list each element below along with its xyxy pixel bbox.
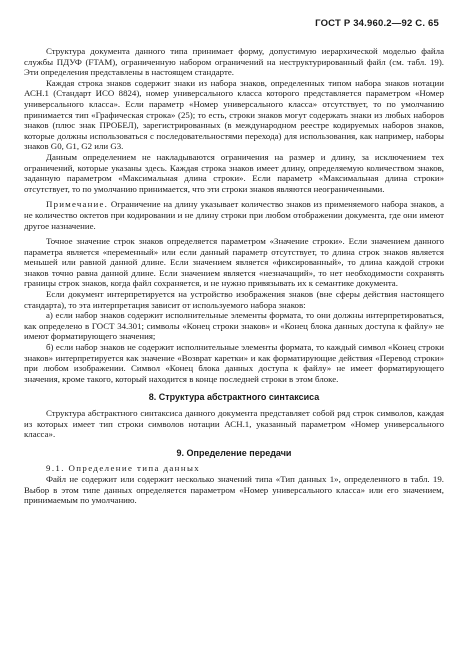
paragraph: Точное значение строк знаков определяется параметром «Значение строки». Если значением данного параметра является «переменный» или если данный параметр отсутствует, то длина строк знаков является меньшей или равной данной длине. Если значением является «фиксированный», то длина каждой строки знаков точно равна данной длине. Если значением является «незначащий», то нет необходимости сохранять границы строк знаков, когда файл сохраняется, и не нужно привязывать их к семантике документа. [24, 236, 444, 289]
paragraph: б) если набор знаков не содержит исполнительные элементы формата, то каждый символ «Конец строки знаков» интерпретируется как значение «Возврат каретки» и как форматирующие действия «Перевод строки» при любом изображении. Символ «Конец блока данных доступа к файлу» не имеет форматирующего значения, кроме такого, который находится в конце последней строки в этом блоке. [24, 342, 444, 384]
section-title: 9. Определение передачи [176, 447, 292, 458]
note [24, 199, 444, 231]
paragraph: а) если набор знаков содержит исполнительные элементы формата, то они должны интерпретироваться, как определено в ГОСТ 34.301; символы «Конец строки знаков» и «Конец блока данных доступа к файлу» не имеют форматирующего значения; [24, 310, 444, 342]
note-text: Ограничение на длину указывает количество знаков из применяемого набора знаков, а не количество октетов при кодировании и не длину строки при любом отображении документа, где они имеют другое назначение. [24, 199, 445, 231]
page-header: ГОСТ Р 34.960.2—92 С. 65 [315, 18, 439, 29]
paragraph: Каждая строка знаков содержит знаки из набора знаков, определенных типом набора знаков нотации АСН.1 (Стандарт ИСО 8824), номер универсального класса которого представляется параметром «Номер универсального класса». Если параметр «Номер универсального класса» отсутствует, то по умолчанию принимается тип «Графическая строка» (25); то есть, строки знаков могут содержать знаки из любых наборов знаков (плюс знак ПРОБЕЛ), зарегистрированных (в международном реестре кодируемых наборов знаков, которые должны использоваться с последовательностями перехода) для использования, как например, наборы знаков G0, G1, G2 или G3. [24, 77, 444, 152]
paragraph: Данным определением не накладываются ограничения на размер и длину, за исключением тех ограничений, которые указаны здесь. Каждая строка знаков имеет длину, определяемую количеством знаков, заданную параметром «Максимальная длина строки». Если параметр «Максимальная длина строки» отсутствует, то по умолчанию принимается, что эти строки знаков являются неограниченными. [24, 151, 444, 194]
note-label: Примечание. [46, 199, 109, 210]
paragraph: Структура документа данного типа принимает форму, допустимую иерархической моделью файла службы ПДУФ (FTAM), ограниченную набором ограничений на неструктурированный файл (см. табл. 19). Эти определения представлены в настоящем стандарте. [24, 46, 444, 78]
paragraph: Файл не содержит или содержит несколько значений типа «Тип данных 1», определенного в табл. 19. Выбор в этом типе данных определяется параметром «Номер универсального класса» или его значением, принимаемым по умолчанию. [24, 473, 444, 506]
subsection-title: 9.1. Определение типа данных [46, 463, 201, 474]
paragraph: Структура абстрактного синтаксиса данного документа представляет собой ряд строк символов, каждая из которых имеет тип строки символов нотации АСН.1, указанный параметром «Номер универсального класса». [24, 408, 444, 440]
section-title: 8. Структура абстрактного синтаксиса [148, 392, 320, 403]
document-body [24, 46, 444, 506]
paragraph: Если документ интерпретируется на устройство изображения знаков (вне сферы действия настоящего стандарта), то эта интерпретация зависит от используемого набора знаков: [24, 289, 444, 310]
